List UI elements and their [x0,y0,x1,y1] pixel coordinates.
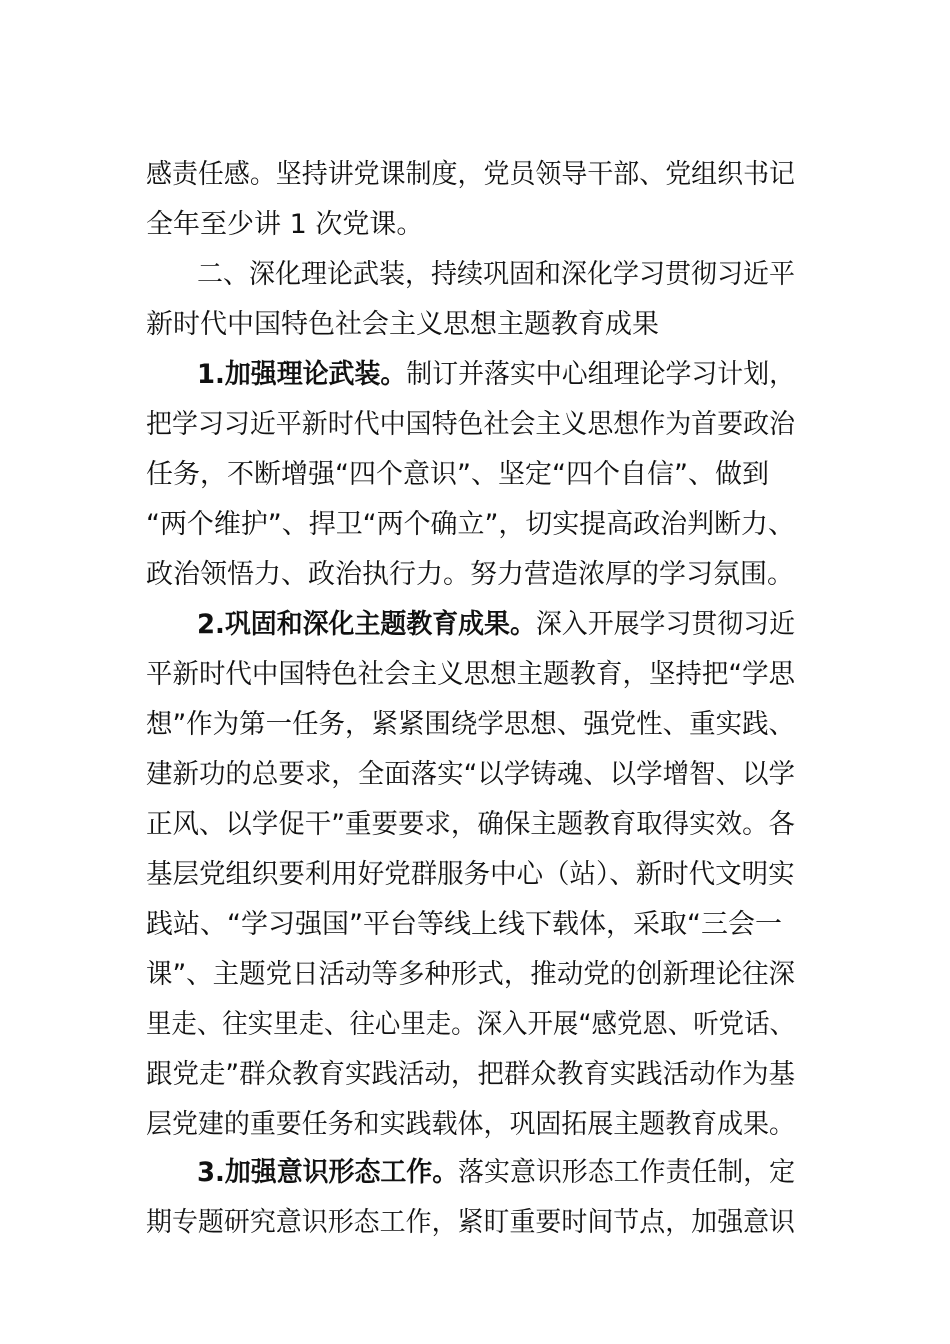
text-line: 政治领悟力、政治执行力。努力营造浓厚的学习氛围。 [146,559,794,590]
section-heading: 二、深化理论武装，持续巩固和深化学习贯彻习近平 [197,259,796,290]
text-line: 1.加强理论武装。制订并落实中心组理论学习计划， [197,359,796,390]
section-heading: 新时代中国特色社会主义思想主题教育成果 [146,309,659,340]
text-line: 基层党组织要利用好党群服务中心（站）、新时代文明实 [146,859,795,890]
item-heading: 1.加强理论武装。 [197,359,407,390]
text-line: 全年至少讲 1 次党课。 [146,209,424,240]
text-line: 把学习习近平新时代中国特色社会主义思想作为首要政治 [146,409,796,440]
text-line: 建新功的总要求，全面落实“以学铸魂、以学增智、以学 [146,759,796,790]
text-line: 想”作为第一任务，紧紧围绕学思想、强党性、重实践、 [146,709,796,740]
text-line: 正风、以学促干”重要要求，确保主题教育取得实效。各 [146,809,796,840]
item-heading: 3.加强意识形态工作。 [197,1157,459,1188]
text-line: 课”、主题党日活动等多种形式，推动党的创新理论往深 [146,959,796,990]
text-line: “两个维护”、捍卫“两个确立”，切实提高政治判断力、 [146,509,795,540]
text-line: 3.加强意识形态工作。落实意识形态工作责任制，定 [197,1157,796,1188]
text-line: 层党建的重要任务和实践载体，巩固拓展主题教育成果。 [146,1109,796,1140]
text-line: 平新时代中国特色社会主义思想主题教育，坚持把“学思 [146,659,796,690]
text-line: 期专题研究意识形态工作，紧盯重要时间节点，加强意识 [146,1207,796,1238]
text-line: 践站、“学习强国”平台等线上线下载体，采取“三会一 [146,909,782,940]
item-heading: 2.巩固和深化主题教育成果。 [197,609,536,640]
text-line: 任务，不断增强“四个意识”、坚定“四个自信”、做到 [146,459,769,490]
text-line: 2.巩固和深化主题教育成果。深入开展学习贯彻习近 [197,609,796,640]
text-line: 感责任感。坚持讲党课制度，党员领导干部、党组织书记 [146,159,796,190]
text-line: 里走、往实里走、往心里走。深入开展“感党恩、听党话、 [146,1009,795,1040]
text-line: 跟党走”群众教育实践活动，把群众教育实践活动作为基 [146,1059,796,1090]
